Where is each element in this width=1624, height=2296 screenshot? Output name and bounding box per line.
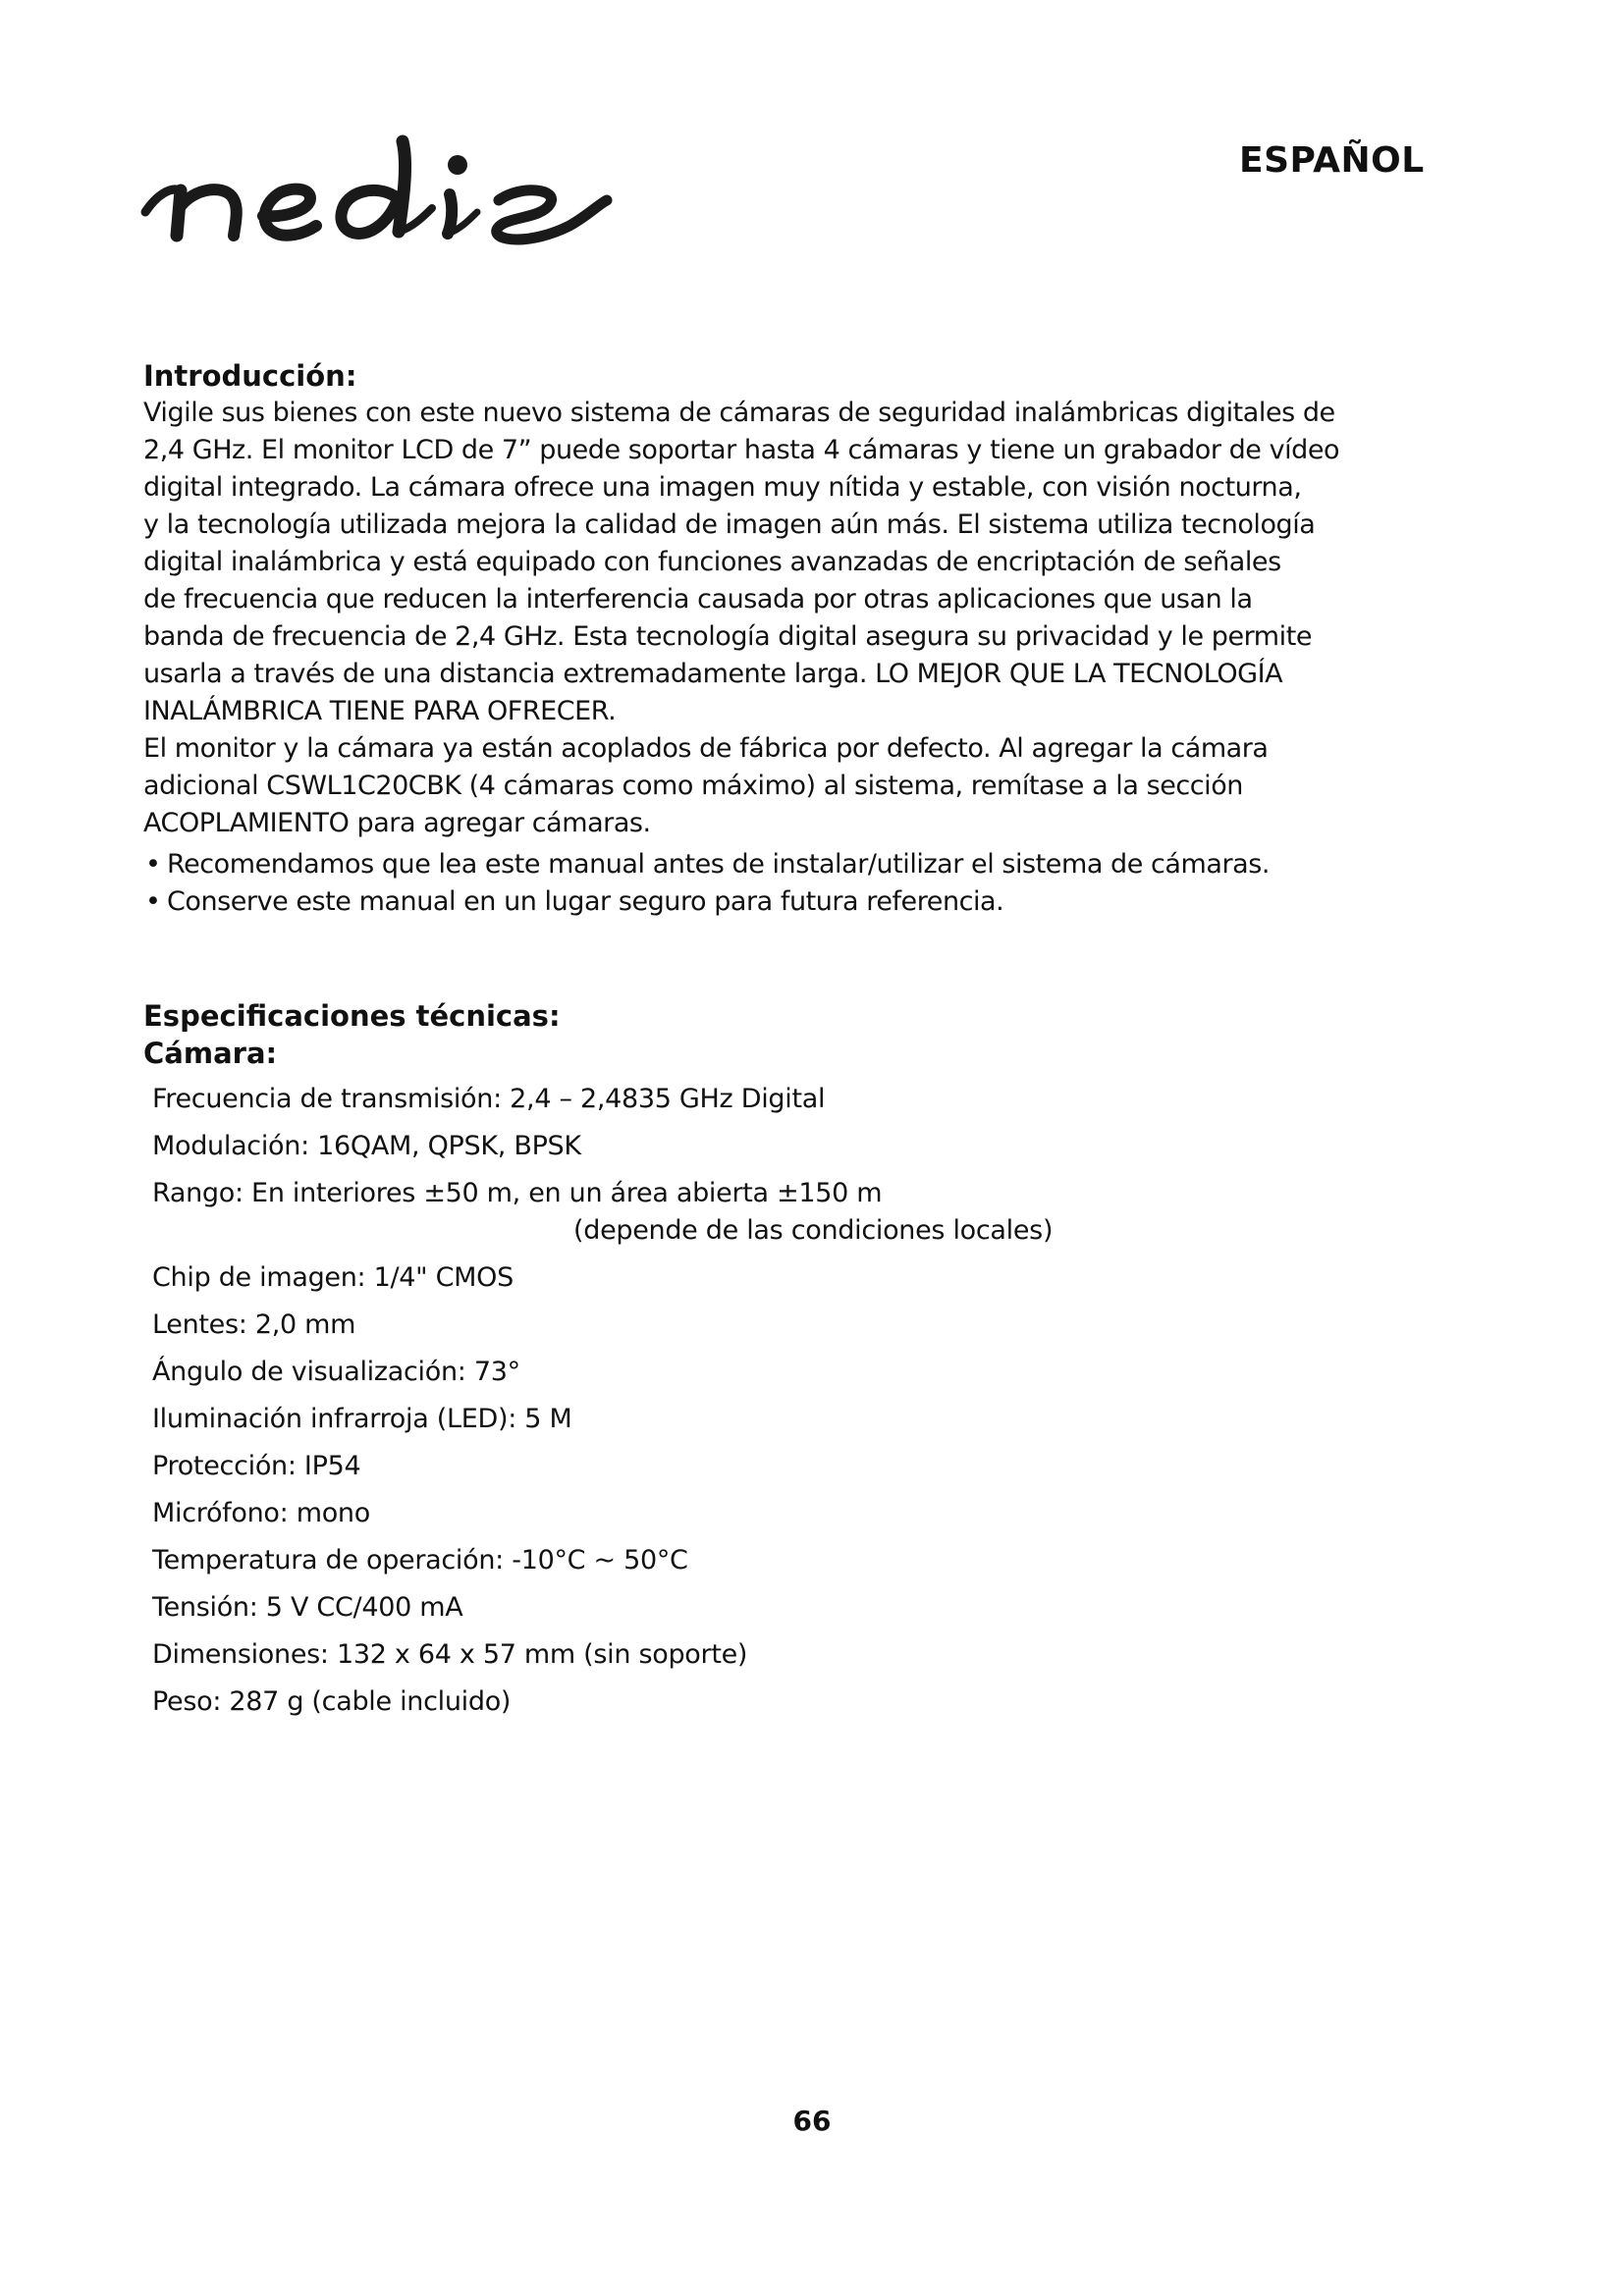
spec-item: Temperatura de operación: -10°C ~ 50°C (152, 1545, 688, 1575)
list-item (143, 846, 1351, 883)
intro-line: 2,4 GHz. El monitor LCD de 7” puede soportar hasta 4 cámaras y tiene un grabador de vídeo (143, 435, 1340, 465)
introduction-section (143, 357, 1351, 921)
spec-item: Iluminación infrarroja (LED): 5 M (152, 1404, 572, 1434)
camera-subheading: Cámara: (143, 1037, 278, 1070)
intro-line: y la tecnología utilizada mejora la calidad de imagen aún más. El sistema utiliza tecnología (143, 509, 1316, 540)
intro-line: INALÁMBRICA TIENE PARA OFRECER. (143, 696, 617, 726)
spec-item: Tensión: 5 V CC/400 mA (152, 1592, 463, 1623)
spec-item: Peso: 287 g (cable incluido) (152, 1686, 512, 1717)
spec-item: Dimensiones: 132 x 64 x 57 mm (sin soporte) (152, 1639, 748, 1670)
list-item-text: Conserve este manual en un lugar seguro para futura referencia. (167, 886, 1004, 917)
intro-line: adicional CSWL1C20CBK (4 cámaras como máximo) al sistema, remítase a la sección (143, 771, 1243, 801)
spec-item: Lentes: 2,0 mm (152, 1309, 356, 1340)
specifications-section (143, 997, 561, 1072)
page-number: 66 (792, 2105, 832, 2137)
spec-item: Ángulo de visualización: 73° (152, 1357, 520, 1387)
intro-line: usarla a través de una distancia extremadamente larga. LO MEJOR QUE LA TECNOLOGÍA (143, 659, 1283, 689)
camera-spec-list (152, 1082, 1134, 1732)
bullet-icon: • (145, 849, 161, 880)
introduction-heading: Introducción: (143, 359, 357, 393)
nedis-logo (137, 126, 638, 273)
spec-item-text: Rango: En interiores ±50 m, en un área abierta ±150 m (152, 1178, 883, 1208)
spec-item: Modulación: 16QAM, QPSK, BPSK (152, 1131, 581, 1161)
intro-line: digital integrado. La cámara ofrece una imagen muy nítida y estable, con visión nocturna, (143, 472, 1302, 503)
language-label: ESPAÑOL (1239, 140, 1425, 181)
list-item-text: Recomendamos que lea este manual antes de instalar/utilizar el sistema de cámaras. (167, 849, 1270, 880)
spec-item: Micrófono: mono (152, 1498, 370, 1528)
intro-line: ACOPLAMIENTO para agregar cámaras. (143, 808, 651, 838)
intro-line: Vigile sus bienes con este nuevo sistema de cámaras de seguridad inalámbricas digitales de (143, 398, 1335, 428)
spec-item: Chip de imagen: 1/4" CMOS (152, 1262, 514, 1293)
recommendations-list (143, 846, 1351, 921)
range-note: (depende de las condiciones locales) (573, 1215, 1054, 1246)
intro-line: El monitor y la cámara ya están acoplados de fábrica por defecto. Al agregar la cámara (143, 733, 1269, 764)
bullet-icon: • (145, 886, 161, 917)
intro-line: banda de frecuencia de 2,4 GHz. Esta tecnología digital asegura su privacidad y le permite (143, 621, 1313, 652)
spec-item-range (152, 1176, 1134, 1260)
intro-line: digital inalámbrica y está equipado con funciones avanzadas de encriptación de señales (143, 547, 1281, 577)
intro-line: de frecuencia que reducen la interferencia causada por otras aplicaciones que usan la (143, 584, 1253, 614)
spec-item: Frecuencia de transmisión: 2,4 – 2,4835 GHz Digital (152, 1084, 826, 1114)
specifications-heading: Especificaciones técnicas: (143, 999, 561, 1033)
list-item (143, 883, 1351, 921)
spec-item: Protección: IP54 (152, 1451, 361, 1481)
